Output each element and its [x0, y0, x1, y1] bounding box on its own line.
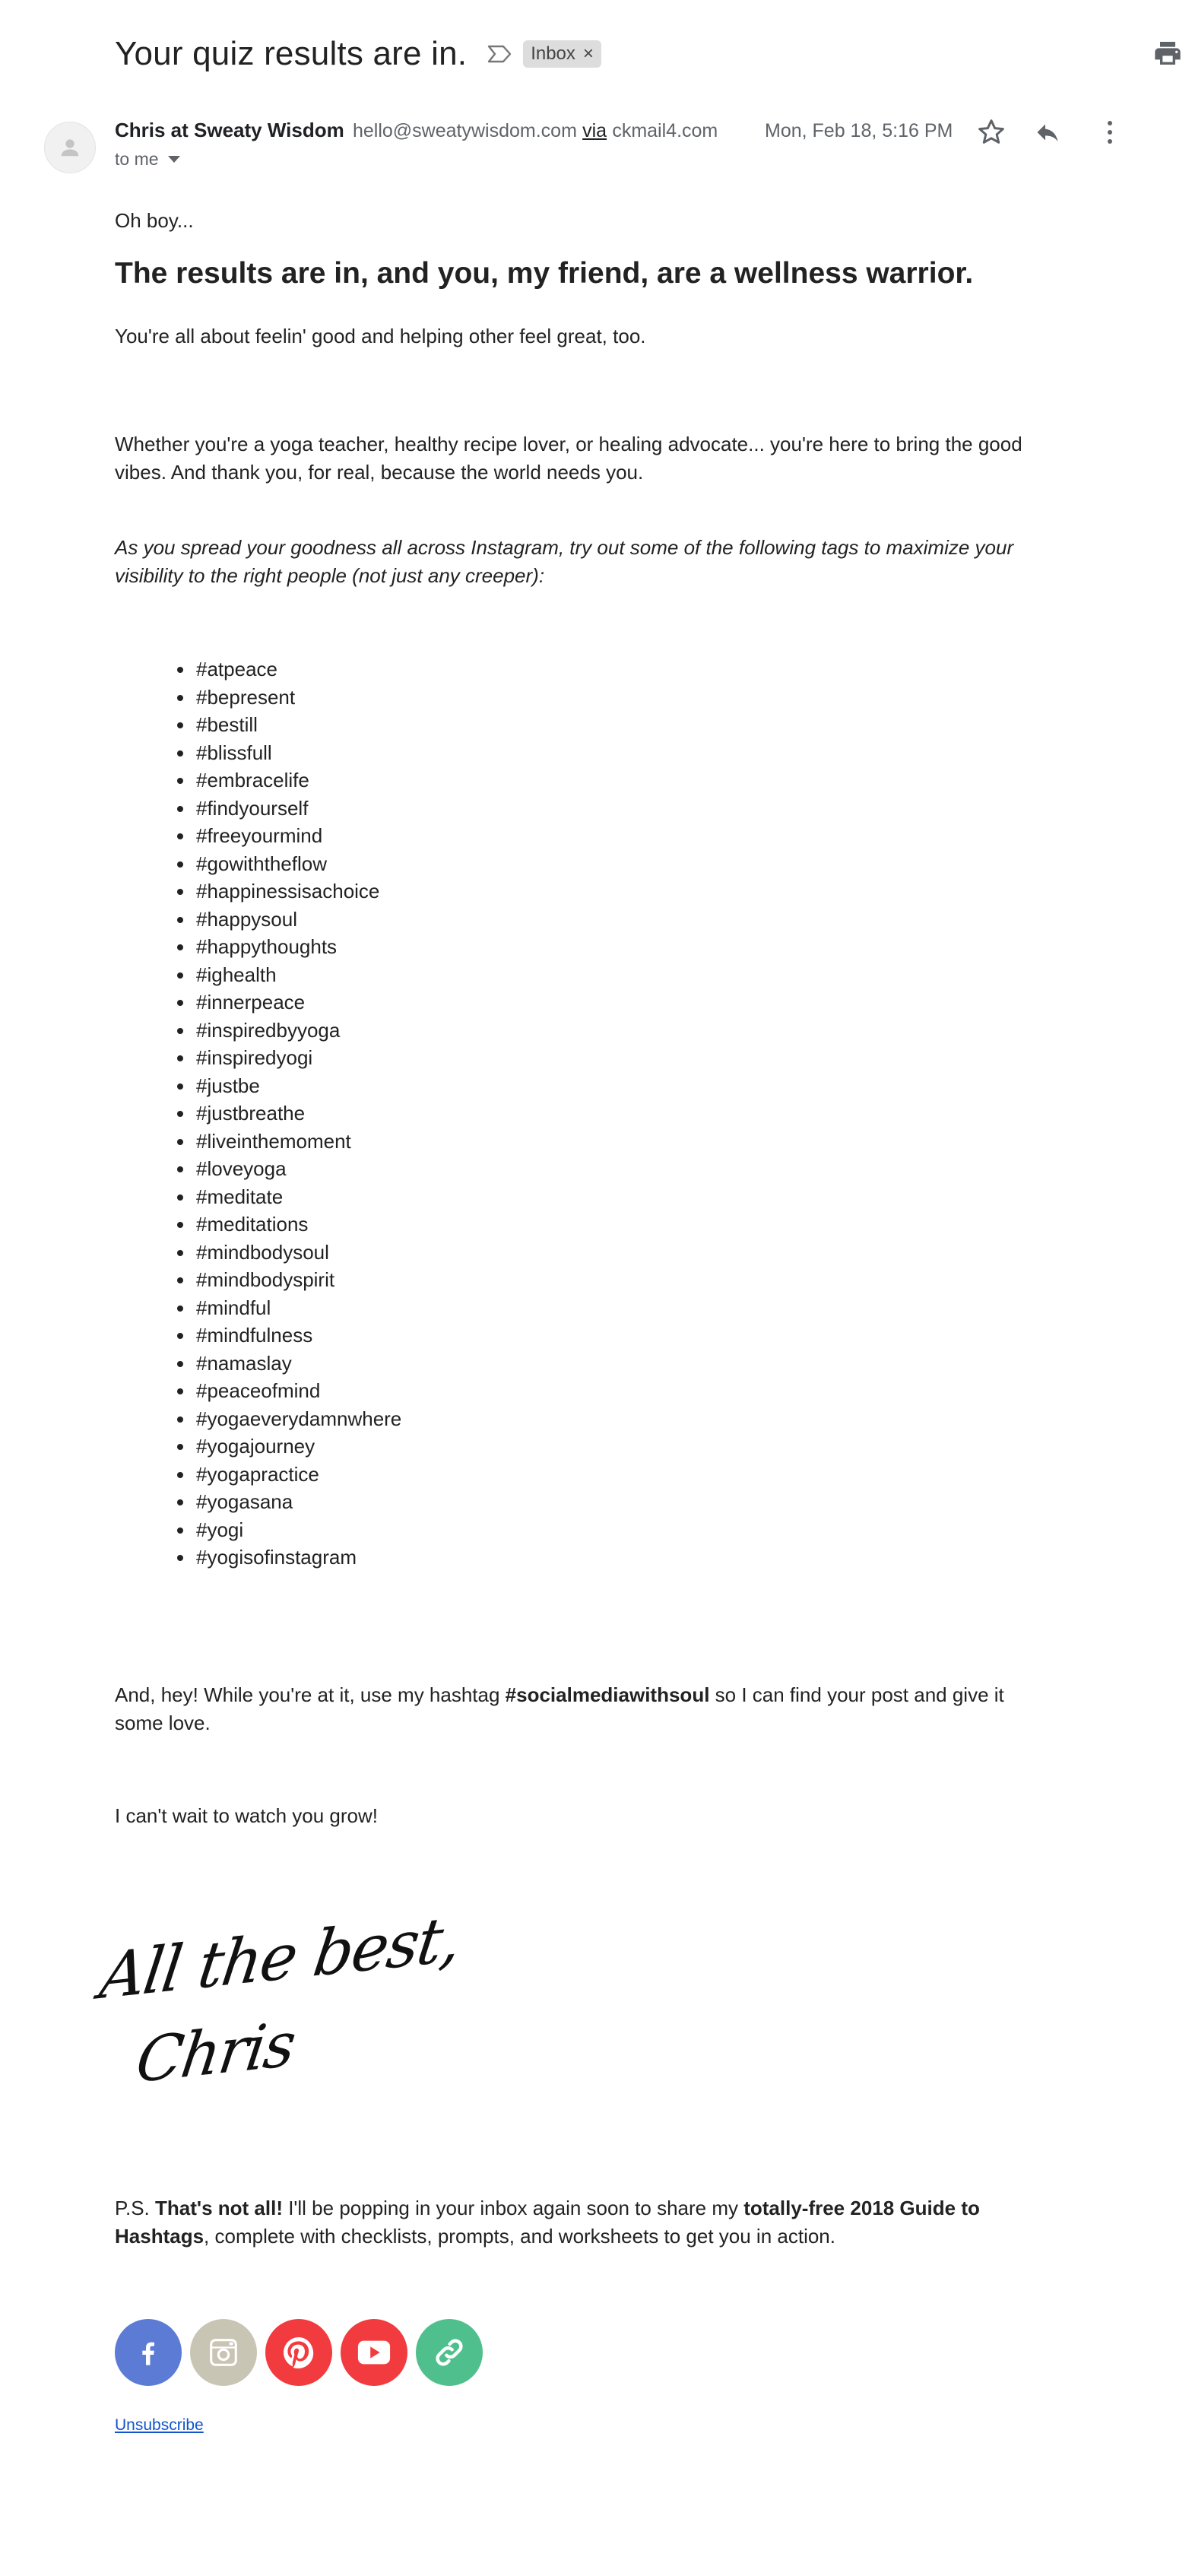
youtube-button[interactable]	[341, 2319, 407, 2386]
ps-emphasis: That's not all!	[155, 2197, 283, 2219]
print-icon[interactable]	[1152, 38, 1183, 68]
hashtag-list-item: • #ighealth	[195, 961, 401, 989]
star-icon[interactable]	[976, 117, 1007, 151]
ps-prefix: P.S.	[115, 2197, 156, 2219]
pinterest-icon	[281, 2334, 317, 2371]
hashtag-request-text-b: so I can find your post and give it some love.	[115, 1683, 1004, 1734]
sender-avatar[interactable]	[44, 122, 96, 173]
hashtag-list-item: • #peaceofmind	[195, 1377, 401, 1405]
hashtag-list-item: • #freeyourmind	[195, 822, 401, 850]
show-details-chevron-icon[interactable]	[168, 156, 180, 163]
youtube-icon	[357, 2339, 392, 2366]
link-icon	[433, 2336, 466, 2369]
hashtag-list-item: • #yogasana	[195, 1488, 401, 1516]
hashtag-list-item: • #namaslay	[195, 1350, 401, 1378]
remove-label-button[interactable]: ×	[582, 43, 594, 64]
reply-icon[interactable]	[1032, 119, 1063, 150]
hashtag-list-item: • #meditate	[195, 1183, 401, 1211]
inbox-label-chip	[523, 40, 601, 68]
signature-line-2: Chris	[132, 2009, 300, 2098]
paragraph-vibes: Whether you're a yoga teacher, healthy recipe lover, or healing advocate... you're here to bring the good vibes. And thank you, for real, because the world needs you.	[115, 433, 1022, 484]
recipients-text: to me	[115, 149, 159, 169]
hashtag-list-item: • #mindful	[195, 1294, 401, 1322]
signature-line-1: All the best,	[95, 1902, 465, 2014]
sender-row	[115, 119, 718, 142]
hashtag-list-item: • #happinessisachoice	[195, 877, 401, 906]
facebook-icon	[133, 2336, 163, 2369]
closing-text: I can't wait to watch you grow!	[115, 1804, 379, 1827]
pinterest-button[interactable]	[265, 2319, 332, 2386]
headline: The results are in, and you, my friend, are a wellness warrior.	[115, 257, 974, 290]
paragraph-hashtag-request	[115, 1681, 1027, 1737]
sender-email: hello@sweatywisdom.com	[352, 120, 577, 141]
handwritten-signature	[95, 1901, 465, 2129]
hashtag-list-item: • #happysoul	[195, 906, 401, 934]
unsubscribe-link[interactable]: Unsubscribe	[115, 2416, 204, 2434]
hashtag-list-item: • #findyourself	[195, 795, 401, 823]
hashtag-list-item: • #loveyoga	[195, 1155, 401, 1183]
hashtag-list-item: • #gowiththeflow	[195, 850, 401, 878]
hashtag-list-item: • #yogajourney	[195, 1432, 401, 1461]
hashtag-list-item: • #innerpeace	[195, 988, 401, 1017]
email-subject: Your quiz results are in.	[115, 35, 468, 72]
ps-text: I'll be popping in your inbox again soon to share my	[282, 2197, 744, 2219]
instagram-icon	[206, 2335, 241, 2370]
website-link-button[interactable]	[416, 2319, 483, 2386]
hashtag-list-item: • #yogi	[195, 1516, 401, 1544]
recipients-row[interactable]	[115, 149, 180, 170]
hashtag-list-item: • #bepresent	[195, 684, 401, 712]
ps-text-end: , complete with checklists, prompts, and worksheets to get you in action.	[204, 2225, 835, 2248]
more-options-icon[interactable]	[1101, 119, 1119, 150]
email-date: Mon, Feb 18, 5:16 PM	[765, 120, 953, 141]
hashtag-list-item: • #embracelife	[195, 766, 401, 795]
label-text: Inbox	[531, 43, 575, 64]
facebook-button[interactable]	[115, 2319, 182, 2386]
hashtag-list-item: • #mindbodysoul	[195, 1239, 401, 1267]
hashtag-list-item: • #justbreathe	[195, 1099, 401, 1128]
hashtag-list-item: • #atpeace	[195, 655, 401, 684]
hashtag-list-item: • #yogisofinstagram	[195, 1543, 401, 1572]
social-links	[115, 2319, 483, 2386]
hashtag-list-item: • #mindbodyspirit	[195, 1266, 401, 1294]
hashtag-list-item: • #justbe	[195, 1072, 401, 1100]
hashtag-request-text-a: And, hey! While you're at it, use my hashtag	[115, 1683, 506, 1706]
brand-hashtag: #socialmediawithsoul	[505, 1683, 710, 1706]
via-link[interactable]: via	[582, 120, 607, 141]
paragraph-instagram: As you spread your goodness all across Instagram, try out some of the following tags to maximize your visibility to the right people (not just any creeper):	[115, 536, 1014, 587]
hashtag-list-item: • #yogapractice	[195, 1461, 401, 1489]
hashtag-list-item: • #mindfulness	[195, 1321, 401, 1350]
greeting-text: Oh boy...	[115, 209, 194, 232]
hashtag-list-item: • #inspiredbyyoga	[195, 1017, 401, 1045]
via-domain: ckmail4.com	[612, 120, 718, 141]
hashtag-list	[115, 655, 401, 1572]
hashtag-list-item: • #blissfull	[195, 739, 401, 767]
hashtag-list-item: • #liveinthemoment	[195, 1128, 401, 1156]
hashtag-list-item: • #happythoughts	[195, 933, 401, 961]
ps-guide-title: totally-free 2018 Guide to Hashtags	[115, 2197, 980, 2248]
hashtag-list-item: • #bestill	[195, 711, 401, 739]
intro-text: You're all about feelin' good and helping other feel great, too.	[115, 325, 646, 347]
instagram-button[interactable]	[190, 2319, 257, 2386]
hashtag-list-item: • #yogaeverydamnwhere	[195, 1405, 401, 1433]
subject-row	[115, 35, 601, 73]
hashtag-list-item: • #meditations	[195, 1210, 401, 1239]
importance-marker-icon[interactable]	[487, 44, 512, 64]
hashtag-list-item: • #inspiredyogi	[195, 1044, 401, 1072]
postscript	[115, 2194, 1027, 2251]
sender-name[interactable]: Chris at Sweaty Wisdom	[115, 119, 344, 141]
